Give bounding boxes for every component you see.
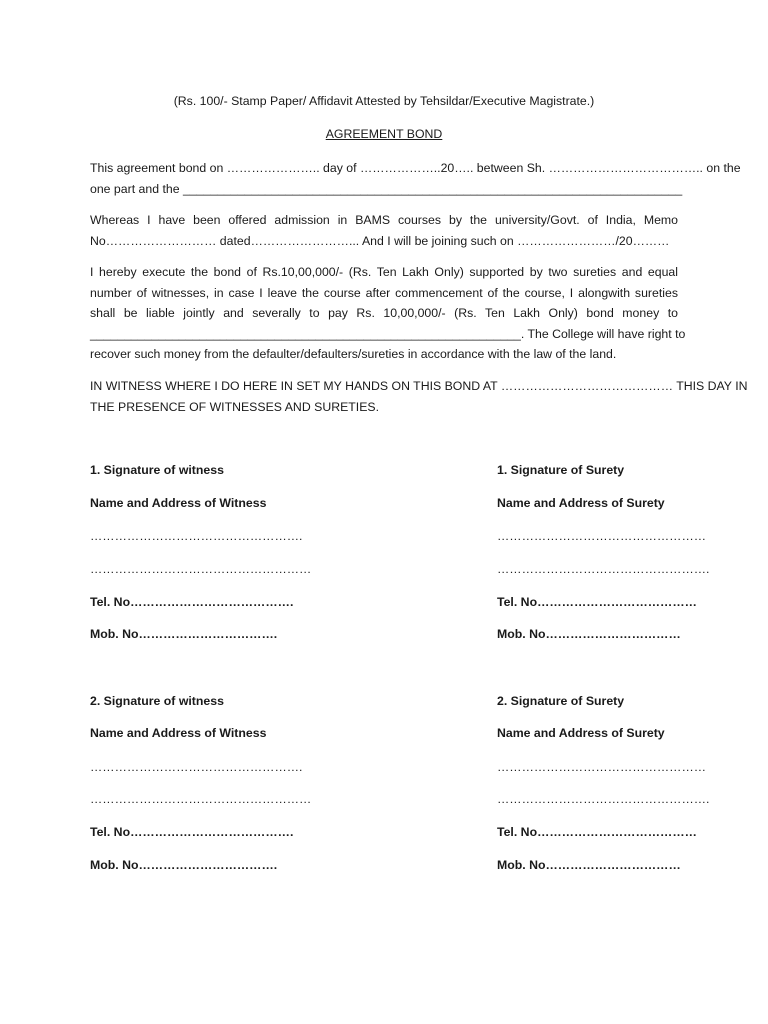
surety-name-address-label: Name and Address of Surety [497,496,665,510]
surety-tel: Tel. No………………………………… [497,825,697,839]
surety-signature-label: 1. Signature of Surety [497,463,625,477]
paragraph-line: _______________________________________________________________. The College will have right to [90,326,686,341]
witness-address-line: ……………………………………………… [90,792,312,806]
paragraph-line: I hereby execute the bond of Rs.10,00,000/- (Rs. Ten Lakh Only) supported by two sureties and equal [90,265,678,279]
surety-name-address-label: Name and Address of Surety [497,726,665,740]
surety-address-line: …………………………………………… [497,529,707,543]
paragraph-bond [90,262,686,365]
paragraph-parties [90,158,741,199]
witness-address-line: ……………………………………………. [90,529,303,543]
paragraph-line: Whereas I have been offered admission in BAMS courses by the university/Govt. of India, Memo [90,213,678,227]
surety-address-line: ……………………………………………. [497,792,710,806]
witness-mob: Mob. No……………………………. [90,858,278,872]
header-note: (Rs. 100/- Stamp Paper/ Affidavit Attested by Tehsildar/Executive Magistrate.) [173,94,595,108]
witness-address-line: ……………………………………………… [90,562,312,576]
paragraph-line: This agreement bond on ………………….. day of ………………..20….. between Sh. ……………………………….. on the [90,161,741,175]
witness-signature-label: 2. Signature of witness [90,694,224,708]
paragraph-line: number of witnesses, in case I leave the course after commencement of the course, I alongwith sureties [90,285,678,300]
surety-mob: Mob. No…………………………… [497,858,681,872]
paragraph-admission [90,210,678,251]
paragraph-line: recover such money from the defaulter/defaulters/sureties in accordance with the law of the land. [90,347,617,362]
surety-signature-label: 2. Signature of Surety [497,694,625,708]
paragraph-line: shall be liable jointly and severally to pay Rs. 10,00,000/- (Rs. Ten Lakh Only) bond money to [90,306,678,321]
witness-name-address-label: Name and Address of Witness [90,496,267,510]
paragraph-line: one part and the _________________________________________________________________________ [90,181,683,196]
witness-address-line: ……………………………………………. [90,760,303,774]
witness-tel: Tel. No…………………………………. [90,825,294,839]
surety-mob: Mob. No…………………………… [497,627,681,641]
surety-tel: Tel. No………………………………… [497,595,697,609]
witness-mob: Mob. No……………………………. [90,627,278,641]
paragraph-line: No……………………… dated……………………... And I will be joining such on ……………………/20……… [90,233,670,248]
surety-address-line: ……………………………………………. [497,562,710,576]
witness-name-address-label: Name and Address of Witness [90,726,267,740]
title-wrap [90,127,678,141]
paragraph-line: THE PRESENCE OF WITNESSES AND SURETIES. [90,399,380,414]
witness-tel: Tel. No…………………………………. [90,595,294,609]
witness-signature-label: 1. Signature of witness [90,463,224,477]
document-title: AGREEMENT BOND [325,127,443,141]
paragraph-line: IN WITNESS WHERE I DO HERE IN SET MY HANDS ON THIS BOND AT …………………………………… THIS DAY IN [90,379,748,393]
surety-address-line: …………………………………………… [497,760,707,774]
witness-clause [90,376,748,417]
